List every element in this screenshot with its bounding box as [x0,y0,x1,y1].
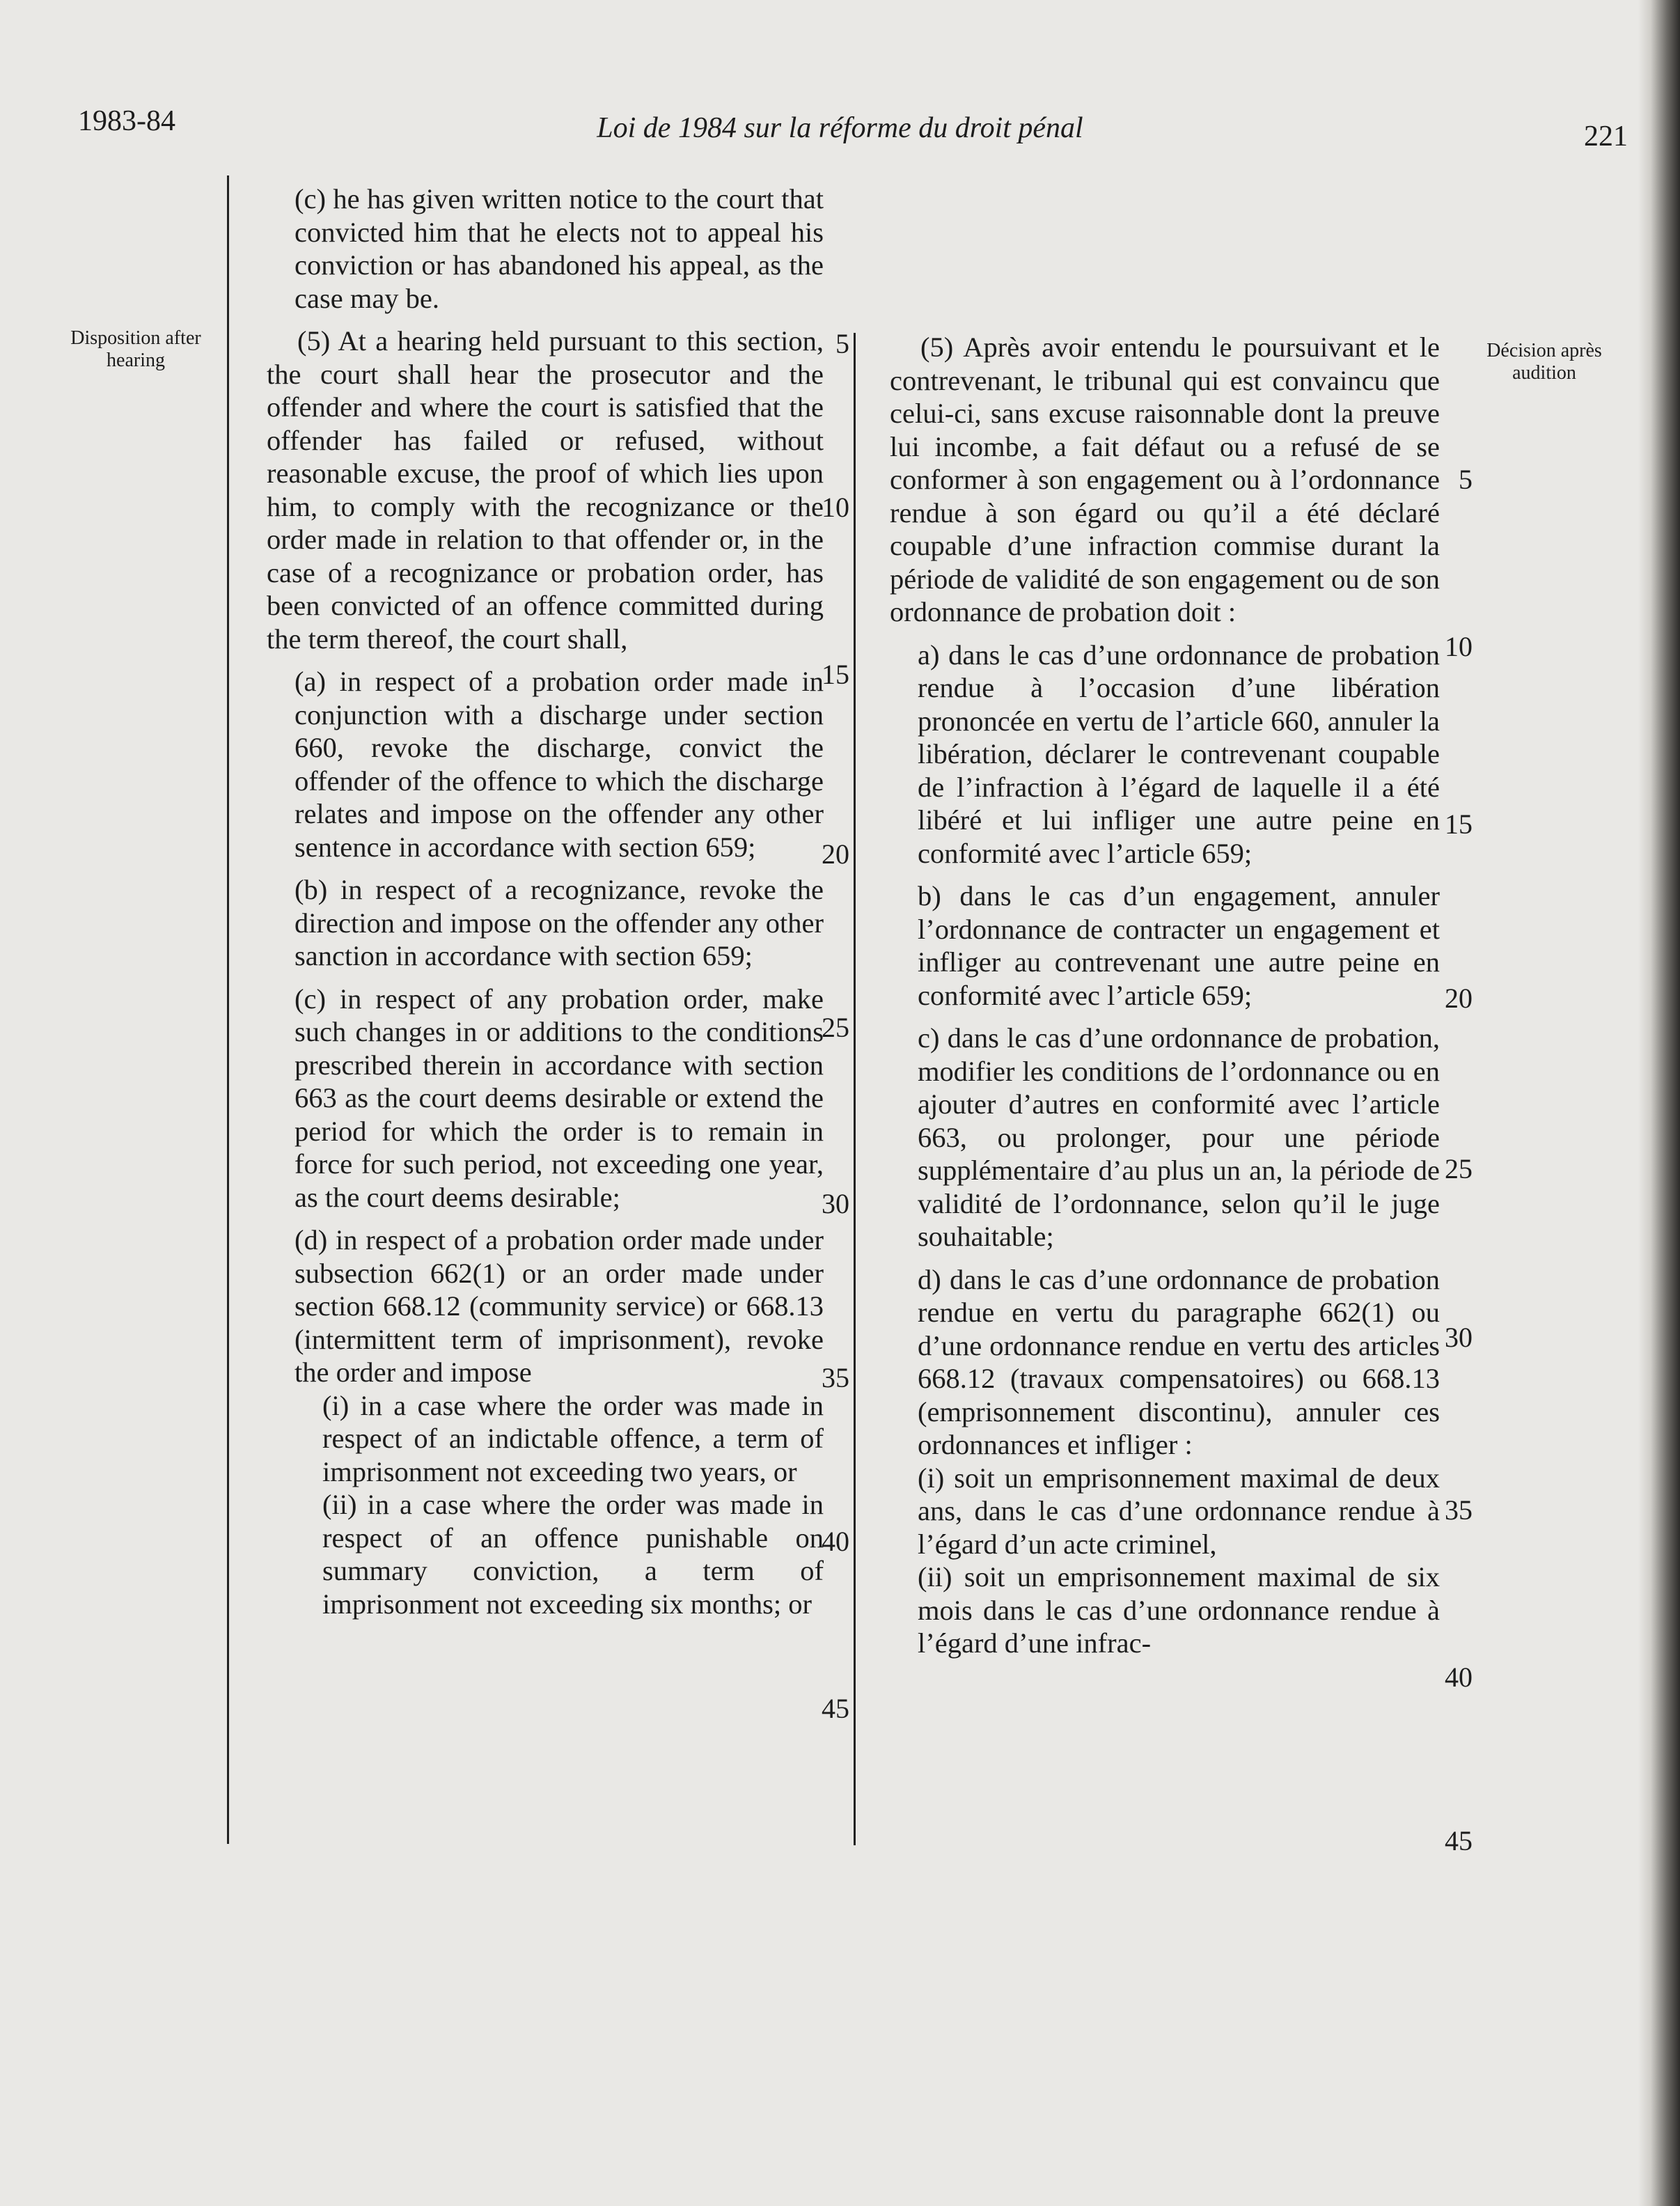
french-subsection-5: (5) Après avoir entendu le poursuivant et le contrevenant, le tribunal qui est convaincu que celui-ci, sans excuse raisonnable dont la preuve lui incombe, a fait défaut ou a refusé de se conformer à son engagement ou à l’ordonnance rendue à son égard ou qu’il a été déclaré coupable d’une infraction commise durant la période de validité de son engagement ou de son ordonnance de probation doit : [890,331,1440,627]
line-number: 5 [835,328,849,359]
header-years: 1983-84 [78,105,175,137]
french-para-d-ii: (ii) soit un emprisonnement maximal de six mois dans le cas d’une ordonnance rendue à l’égard d’une infrac- [918,1561,1440,1659]
english-para-d-ii: (ii) in a case where the order was made in respect of an offence punishable on summary conviction, a term of imprisonment not exceeding six months; or [322,1489,824,1620]
left-column-rule [227,175,229,1844]
line-number: 5 [1459,464,1473,495]
french-para-c: c) dans le cas d’une ordonnance de probation, modifier les conditions de l’ordonnance ou en ajouter d’autres en conformité avec l’article 663, ou prolonger, pour une période supplémentaire d’au plus un an, la période de validité de l’ordonnance, selon qu’il le juge souhaitable; [918,1022,1440,1252]
french-para-b: b) dans le cas d’un engagement, annuler l’ordonnance de contracter un engagement et infliger au contrevenant une autre peine en conformité avec l’article 659; [918,880,1440,1011]
french-column [890,331,1440,1660]
english-para-d-i: (i) in a case where the order was made in respect of an indictable offence, a term of imprisonment not exceeding two years, or [322,1389,824,1487]
line-number: 35 [822,1362,849,1393]
center-column-rule [854,333,856,1845]
page-edge-shadow [1638,0,1680,2206]
line-number: 35 [1445,1494,1473,1526]
french-para-d-i: (i) soit un emprisonnement maximal de deux ans, dans le cas d’une ordonnance rendue à l’égard d’un acte criminel, [918,1462,1440,1560]
english-para-d: (d) in respect of a probation order made under subsection 662(1) or an order made under section 668.12 (community service) or 668.13 (intermittent term of imprisonment), revoke the order and impose [295,1224,824,1388]
english-para-c-prior: (c) he has given written notice to the court that convicted him that he elects not to appeal his conviction or has abandoned his appeal, as the case may be. [295,183,824,314]
margin-note-french: Décision après audition [1486,340,1602,384]
header-title: Loi de 1984 sur la réforme du droit pénal [597,112,1083,144]
line-number: 20 [822,838,849,870]
line-number: 45 [822,1693,849,1724]
line-number: 10 [1445,631,1473,662]
line-number: 25 [1445,1153,1473,1184]
line-number: 45 [1445,1825,1473,1856]
english-para-b: (b) in respect of a recognizance, revoke the direction and impose on the offender any other sanction in accordance with section 659; [295,874,824,971]
english-para-a: (a) in respect of a probation order made in conjunction with a discharge under section 660, revoke the discharge, convict the offender of the offence to which the discharge relates and impose on the offender any other sentence in accordance with section 659; [295,666,824,863]
line-number: 40 [1445,1661,1473,1693]
line-number: 15 [1445,808,1473,840]
page-number: 221 [1584,120,1628,152]
french-para-d: d) dans le cas d’une ordonnance de probation rendue en vertu du paragraphe 662(1) ou d’une ordonnance rendue en vertu des articles 668.12 (travaux compensatoires) ou 668.13 (emprisonnement discontinu), annuler ces ordonnances et infliger : [918,1263,1440,1460]
line-number: 30 [1445,1322,1473,1353]
english-column [267,182,824,1620]
english-subsection-5: (5) At a hearing held pursuant to this section, the court shall hear the prosecutor and the offender and where the court is satisfied that the offender has failed or refused, without reasonable excuse, the proof of which lies upon him, to comply with the recognizance or the order made in relation to that offender or, in the case of a recognizance or probation order, has been convicted of an offence committed during the term thereof, the court shall, [267,325,824,655]
margin-note-english: Disposition after hearing [70,327,201,371]
line-number: 40 [822,1526,849,1557]
line-number: 15 [822,659,849,690]
english-para-c: (c) in respect of any probation order, make such changes in or additions to the conditions prescribed therein in accordance with section 663 as the court deems desirable or extend the period for which the order is to remain in force for such period, not exceeding one year, as the court deems desirable; [295,983,824,1213]
french-para-a: a) dans le cas d’une ordonnance de probation rendue à l’occasion d’une libération prononcée en vertu de l’article 660, annuler la libération, déclarer le contrevenant coupable de l’infraction à l’égard de laquelle il a été libéré et lui infliger une autre peine en conformité avec l’article 659; [918,639,1440,869]
line-number: 10 [822,492,849,523]
line-number: 25 [822,1012,849,1043]
line-number: 30 [822,1188,849,1219]
line-number: 20 [1445,983,1473,1014]
